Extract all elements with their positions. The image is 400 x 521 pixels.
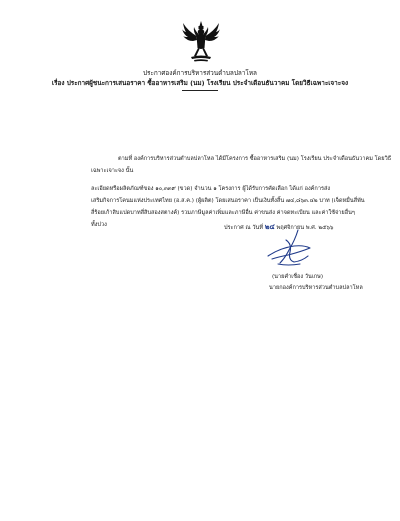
title-divider	[182, 90, 218, 91]
handwritten-signature	[258, 228, 318, 270]
paragraph1-line2: เฉพาะเจาะจง นั้น	[91, 168, 134, 174]
date-day: ๒๔	[264, 223, 275, 231]
paragraph2-line1: ละเอียดหรือผลิตภัณฑ์ของ ๑๐,๓๓๙ (ขวด) จำนวน ๑ โครงการ ผู้ได้รับการคัดเลือก ได้แก่ องค์การส่ง	[91, 186, 331, 192]
date-prefix: ประกาศ ณ วันที่	[224, 225, 264, 231]
paragraph2-line2: เสริมกิจการโคนมแห่งประเทศไทย (อ.ส.ค.) (ผู้ผลิต) โดยเสนอราคา เป็นเงินทั้งสิ้น ๗๔,๘๖๓.๔๒ บาท (เจ็ดหมื่นสี่พัน	[91, 198, 365, 204]
paragraph2-line3: สี่ร้อยเก้าสิบแปดบาทสี่สิบสองสตางค์) รวมภาษีมูลค่าเพิ่มและภาษีอื่น ค่าขนส่ง ค่าจดทะเบียน และค่าใช้จ่ายอื่นๆ	[91, 210, 355, 216]
date-suffix: พฤศจิกายน พ.ศ. ๒๕๖๖	[276, 225, 334, 231]
garuda-emblem-icon	[181, 20, 221, 64]
paragraph2-line4: ทั้งปวง	[91, 222, 107, 228]
announcement-title: ประกาศองค์การบริหารส่วนตำบลปลาโหล	[143, 69, 257, 77]
paragraph1-line1: ตามที่ องค์การบริหารส่วนตำบลปลาโหล ได้มีโครงการ ซื้ออาหารเสริม (นม) โรงเรียน ประจำเดือนธันวาคม โดยวิธี	[118, 156, 392, 162]
signatory-name: (นายคำเชื่อง วันเกษ)	[272, 274, 324, 280]
signatory-position: นายกองค์การบริหารส่วนตำบลปลาโหล	[269, 285, 363, 291]
announcement-subject: เรื่อง ประกาศผู้ชนะการเสนอราคา ซื้ออาหารเสริม (นม) โรงเรียน ประจำเดือนธันวาคม โดยวิธีเฉพาะเจาะจง	[51, 79, 349, 87]
